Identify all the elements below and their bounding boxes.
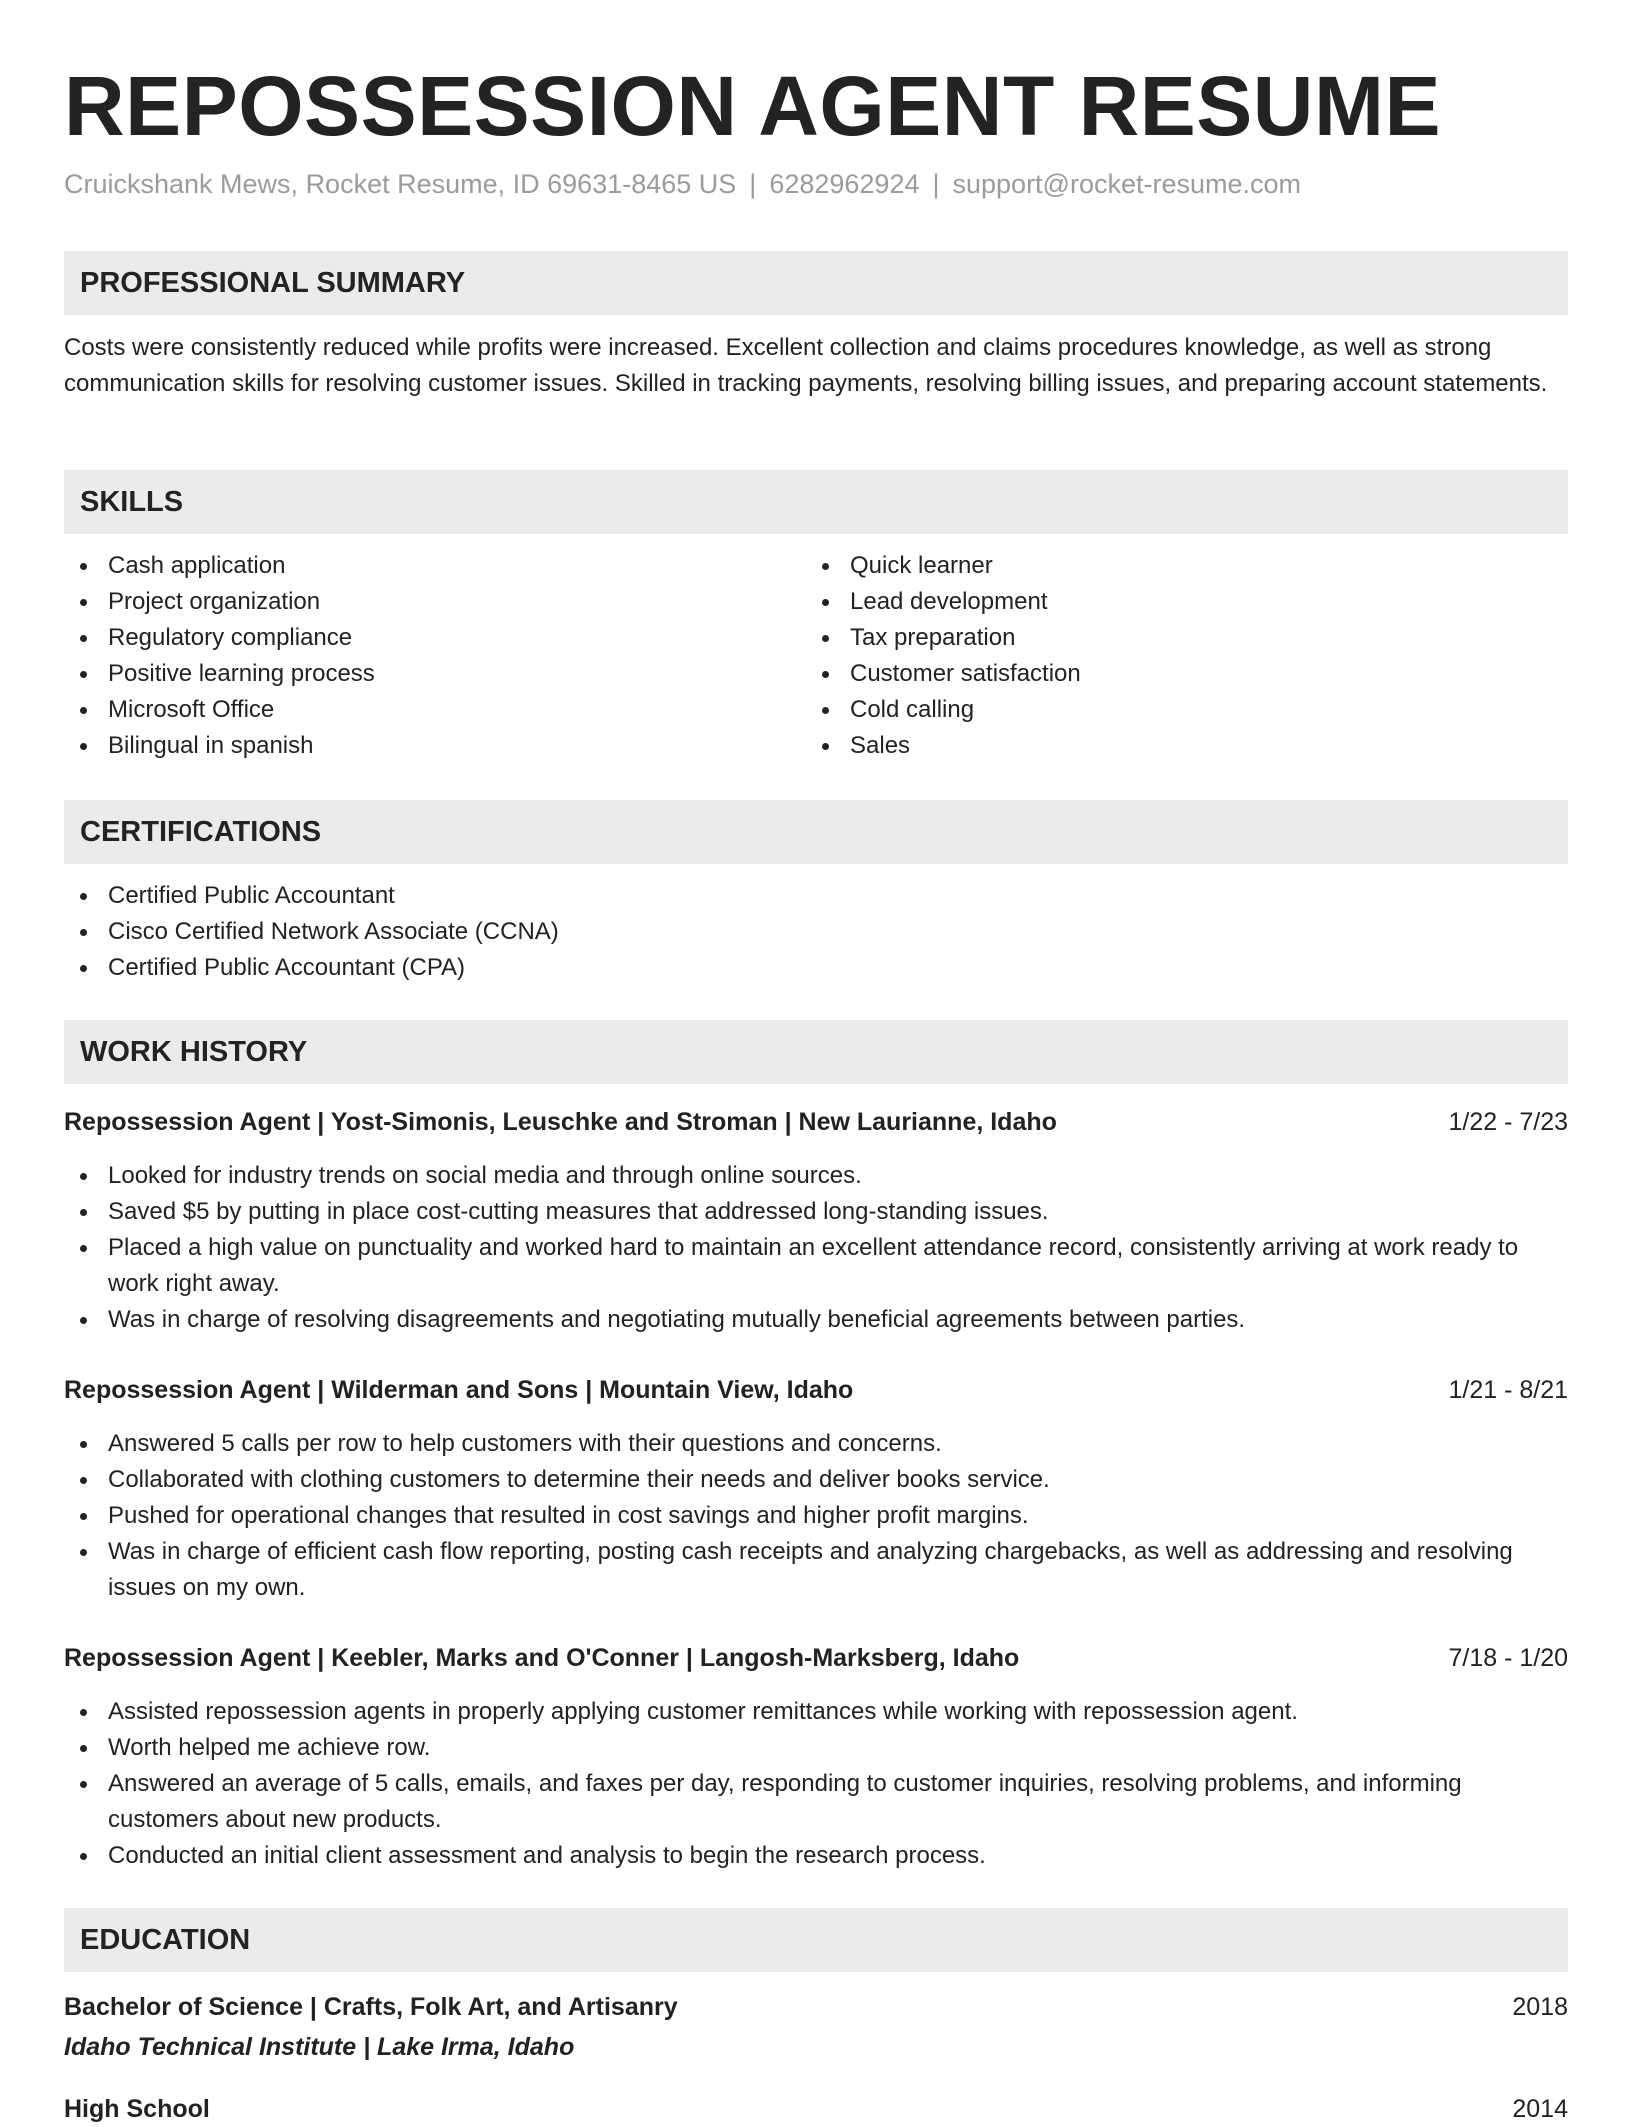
summary-heading: PROFESSIONAL SUMMARY bbox=[64, 251, 1568, 315]
skill-item: Sales bbox=[806, 728, 1506, 764]
skill-item: Tax preparation bbox=[806, 620, 1506, 656]
work-history-heading: WORK HISTORY bbox=[64, 1020, 1568, 1084]
job-bullet: Was in charge of resolving disagreements and negotiating mutually beneficial agreements between parties. bbox=[64, 1302, 1568, 1338]
job-dates: 1/22 - 7/23 bbox=[1448, 1108, 1568, 1136]
job-bullets bbox=[64, 1426, 1568, 1606]
skill-item: Project organization bbox=[64, 584, 764, 620]
skills-left-column bbox=[64, 548, 764, 764]
education-year: 2018 bbox=[1512, 1993, 1568, 2021]
job-bullet: Answered 5 calls per row to help customers with their questions and concerns. bbox=[64, 1426, 1568, 1462]
education-heading: EDUCATION bbox=[64, 1908, 1568, 1972]
education-degree: Bachelor of Science | Crafts, Folk Art, and Artisanry bbox=[64, 1993, 678, 2021]
skill-item: Cold calling bbox=[806, 692, 1506, 728]
skill-item: Quick learner bbox=[806, 548, 1506, 584]
skill-item: Microsoft Office bbox=[64, 692, 764, 728]
skill-item: Cash application bbox=[64, 548, 764, 584]
job-bullet-list bbox=[64, 1694, 1568, 1874]
contact-email: support@rocket-resume.com bbox=[952, 169, 1302, 199]
job-title: Repossession Agent | Wilderman and Sons | Mountain View, Idaho bbox=[64, 1376, 854, 1404]
resume-title: REPOSSESSION AGENT RESUME bbox=[64, 59, 1441, 153]
certification-item: Certified Public Accountant (CPA) bbox=[64, 950, 1568, 986]
job-header bbox=[64, 1104, 1568, 1140]
contact-address: Cruickshank Mews, Rocket Resume, ID 69631-8465 US bbox=[64, 169, 737, 199]
education-year: 2014 bbox=[1512, 2095, 1568, 2123]
skill-item: Bilingual in spanish bbox=[64, 728, 764, 764]
job-dates: 7/18 - 1/20 bbox=[1448, 1644, 1568, 1672]
job-bullet: Collaborated with clothing customers to determine their needs and deliver books service. bbox=[64, 1462, 1568, 1498]
certifications-list bbox=[64, 878, 1568, 986]
job-bullet: Was in charge of efficient cash flow reporting, posting cash receipts and analyzing chargebacks, as well as addressing and resolving issues on my own. bbox=[64, 1534, 1568, 1606]
job-bullet: Worth helped me achieve row. bbox=[64, 1730, 1568, 1766]
job-header bbox=[64, 1640, 1568, 1676]
contact-separator: | bbox=[749, 169, 757, 199]
job-bullet: Answered an average of 5 calls, emails, and faxes per day, responding to customer inquiries, resolving problems, and informing customers about new products. bbox=[64, 1766, 1568, 1838]
job-dates: 1/21 - 8/21 bbox=[1448, 1376, 1568, 1404]
job-bullet: Conducted an initial client assessment and analysis to begin the research process. bbox=[64, 1838, 1568, 1874]
skill-item: Regulatory compliance bbox=[64, 620, 764, 656]
job-bullet: Assisted repossession agents in properly applying customer remittances while working with repossession agent. bbox=[64, 1694, 1568, 1730]
education-degree: High School bbox=[64, 2095, 210, 2123]
job-bullet: Looked for industry trends on social media and through online sources. bbox=[64, 1158, 1568, 1194]
job-bullet: Pushed for operational changes that resulted in cost savings and higher profit margins. bbox=[64, 1498, 1568, 1534]
job-bullet: Placed a high value on punctuality and worked hard to maintain an excellent attendance record, consistently arriving at work ready to work right away. bbox=[64, 1230, 1568, 1302]
skills-heading: SKILLS bbox=[64, 470, 1568, 534]
certifications-section bbox=[64, 878, 1568, 986]
summary-text: Costs were consistently reduced while profits were increased. Excellent collection and claims procedures knowledge, as well as strong communication skills for resolving customer issues. Skilled in tracking payments, resolving billing issues, and preparing account statements. bbox=[64, 334, 1548, 397]
contact-line bbox=[64, 166, 1301, 202]
skill-item: Positive learning process bbox=[64, 656, 764, 692]
skill-item: Customer satisfaction bbox=[806, 656, 1506, 692]
contact-phone: 6282962924 bbox=[769, 169, 920, 199]
skill-item: Lead development bbox=[806, 584, 1506, 620]
job-header bbox=[64, 1372, 1568, 1408]
skills-left-list bbox=[64, 548, 764, 764]
education-entry-header bbox=[64, 2091, 1568, 2127]
skills-right-column bbox=[806, 548, 1506, 764]
job-bullet-list bbox=[64, 1158, 1568, 1338]
job-title: Repossession Agent | Keebler, Marks and O'Conner | Langosh-Marksberg, Idaho bbox=[64, 1644, 1020, 1672]
job-bullets bbox=[64, 1694, 1568, 1874]
job-title: Repossession Agent | Yost-Simonis, Leuschke and Stroman | New Laurianne, Idaho bbox=[64, 1108, 1057, 1136]
job-bullets bbox=[64, 1158, 1568, 1338]
certification-item: Cisco Certified Network Associate (CCNA) bbox=[64, 914, 1568, 950]
contact-separator: | bbox=[932, 169, 940, 199]
job-bullet: Saved $5 by putting in place cost-cutting measures that addressed long-standing issues. bbox=[64, 1194, 1568, 1230]
education-institution: Idaho Technical Institute | Lake Irma, Idaho bbox=[64, 2033, 575, 2061]
certifications-heading: CERTIFICATIONS bbox=[64, 800, 1568, 864]
certification-item: Certified Public Accountant bbox=[64, 878, 1568, 914]
job-bullet-list bbox=[64, 1426, 1568, 1606]
education-entry-header bbox=[64, 1989, 1568, 2025]
skills-right-list bbox=[806, 548, 1506, 764]
